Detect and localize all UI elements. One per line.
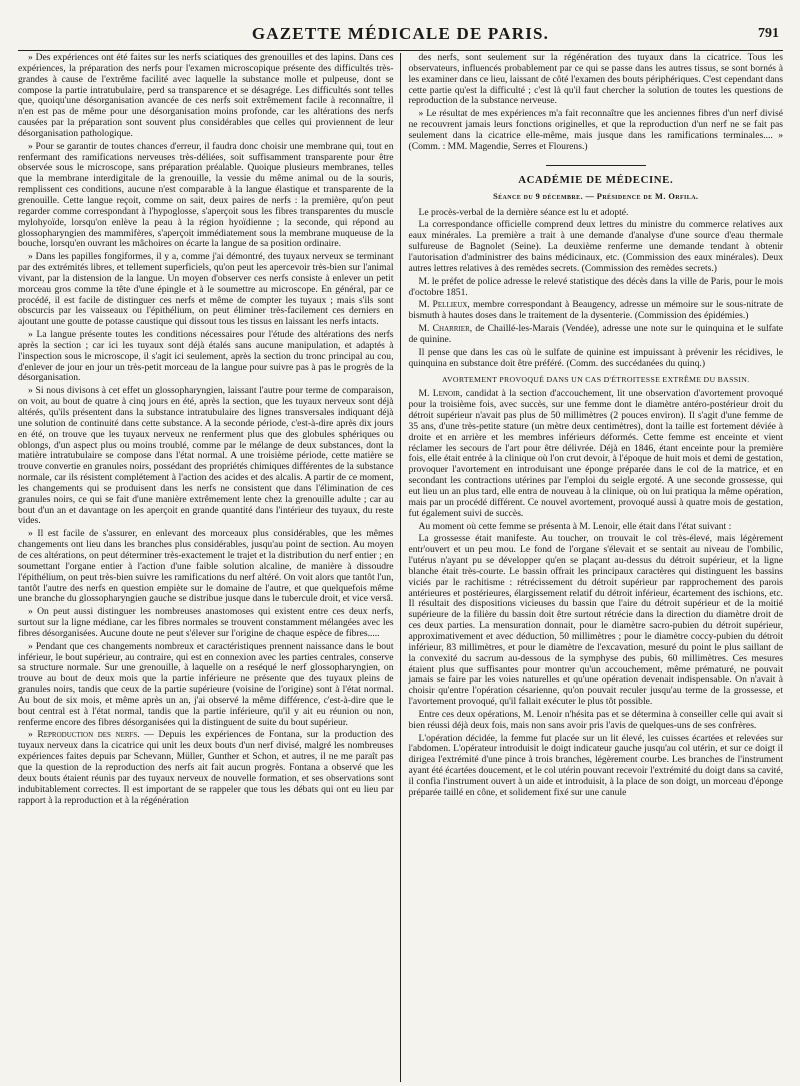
paragraph: » On peut aussi distinguer les nombreuses anastomoses qui existent entre ces deux nerfs, surtout sur la ligne médiane, car les fibres normales se trouvent constamment mélangées avec les fibres désorganisées. Aucune doute ne peut s'élever sur l'origine de chaque espèce de fibres.....	[18, 606, 394, 639]
paragraph: » Pendant que ces changements nombreux et caractéristiques prennent naissance dans le bout inférieur, le bout supérieur, au contraire, qui est en connexion avec les parties centrales, conserve sa structure normale. Sur une grenouille, à laquelle on a reséqué le nerf glossopharyngien, on trouve au bout de deux mois que la partie inférieure ne présente que des tuyaux pleins de granules noirs, tandis que ceux de la partie supérieure (voisine de l'origine) sont à l'état normal. Au bout de six mois, et même après un an, j'ai observé la même différence, c'est-à-dire que le bout central est à l'état normal, tandis que la partie inférieure, qu'il y ait eu réunion ou non, renferme encore des fibres désorganisées qui la distinguent de suite du bout supérieur.	[18, 640, 394, 728]
paragraph: » Pour se garantir de toutes chances d'erreur, il faudra donc choisir une membrane qui, tout en renfermant des ramifications nerveuses très-déliées, soit suffisamment transparente pour être observée sous le microscope, sans préparation préalable. Quoique plusieurs membranes, telles que la membrane interdigitale de la grenouille, la vessie du même animal ou de la souris, remplissent ces conditions, aucune n'est comparable à la langue élastique et transparente de la grenouille. Cette langue reçoit, comme on sait, deux paires de nerfs : la première, qu'on peut regarder comme correspondant à l'hypoglosse, s'aperçoit sous les fibres transparentes du muscle mylohyoïde, lorsqu'on enlève la peau à la région hyoïdienne ; la seconde, qui répond au glossopharyngien des mammifères, s'aperçoit immédiatement sous la membrane muqueuse de la bouche, lorsqu'en ouvrant les mâchoires on écarte la langue de sa position ordinaire.	[18, 140, 394, 250]
paragraph-text: de Chaillé-les-Marais (Vendée), adresse une note sur le quinquina et le sulfate de quinine.	[408, 323, 783, 345]
paragraph: Le procès-verbal de la dernière séance est lu et adopté.	[418, 206, 629, 218]
paragraph: Il pense que dans les cas où le sulfate de quinine est impuissant à prévenir les récidives, le quinquina en substance doit être préféré. (Comm. des succédanées du quinq.)	[408, 346, 783, 369]
paragraph: M. le préfet de police adresse le relevé statistique des décès dans la ville de Paris, pour le mois d'octobre 1851.	[408, 275, 783, 298]
paragraph-text: membre correspondant à Beaugency, adresse un mémoire sur le sous-nitrate de bismuth à hautes doses dans le traitement de la dysenterie. (Commission des épidémies.)	[408, 299, 783, 322]
page-header	[18, 0, 783, 51]
paragraph: » Le résultat de mes expériences m'a fait reconnaître que les anciennes fibres d'un nerf divisé ne recouvrent jamais leurs fonctions originelles, et que la reproduction d'un nerf ne se fait pas seulement dans la cicatrice elle-même, mais jusque dans les ramifications terminales.... » (Comm. : MM. Magendie, Serres et Flourens.)	[408, 108, 783, 152]
section-divider	[546, 165, 646, 166]
text-columns	[18, 53, 783, 1082]
speaker-name: M. Charrier,	[418, 323, 473, 335]
paragraph: Entre ces deux opérations, M. Lenoir n'hésita pas et se détermina à conseiller celle qui avait si bien réussi déjà deux fois, mais non sans avoir pris l'avis de quelques-uns de ses confrères.	[408, 708, 783, 731]
paragraph-text: — Depuis les expériences de Fontana, sur la production des tuyaux nerveux dans la cicatrice qui unit les deux bouts d'un nerf divisé, malgré les nombreuses expériences faites depuis par Schevann, Müller, Gunther et Schon, et autres, il ne me paraît pas que la question de la reproduction des nerfs ait fait aucun progrès. Fontana a observé que les deux bouts étaient réunis par des tuyaux nerveux de nouvelle formation, et ses observations sont indubitablement correctes. Il est important de se rappeler que tous les débats qui ont eu lieu par rapport à la reproduction et à la régénération	[18, 729, 394, 806]
paragraph: La correspondance officielle comprend deux lettres du ministre du commerce relatives aux eaux minérales. La première a trait à une demande d'analyse d'une source d'eau thermale sulfureuse de Bagnolet (Seine). La deuxième renferme une demande tendant à obtenir l'autorisation d'administrer des bains médicinaux, etc. (Commission des eaux minérales). Deux autres lettres relatives à des remèdes secrets. (Commission des remèdes secrets.)	[408, 219, 783, 274]
paragraph	[409, 324, 784, 346]
paragraph-text: candidat à la section d'accouchement, lit une observation d'avortement provoqué pour la troisième fois, avec succès, sur une femme dont le diamètre antéro-postérieur droit du détroit supérieur n'avait pas plus de 50 millimètres (2 pouces environ). Il s'agit d'une femme de 35 ans, d'une très-petite stature (un mètre deux centimètres), dont la taille est fortement déviée à droite et en arrière et les membres inférieurs déformés. Cette femme est enceinte et vient réclamer les secours de l'art pour être délivrée. Déjà en 1846, étant enceinte pour la première fois, elle était entrée à la clinique où l'on crut devoir, à l'époque de huit mois et demi de gestation, provoquer l'avortement en introduisant une éponge préparée dans le col de la matrice, et en secondant les contractions utérines par l'emploi du seigle ergoté. A une seconde grossesse, qui eut lieu un an plus tard, elle entra de nouveau à la clinique, où on lui pratiqua la même opération, mais par un procédé différent. Ce nouvel avortement, provoqué aussi à quatre mois de gestation, fut également suivi de succès.	[408, 388, 783, 519]
run-in-heading: » Reproduction des nerfs.	[28, 729, 140, 741]
paragraph: Au moment où cette femme se présenta à M. Lenoir, elle était dans l'état suivant :	[418, 520, 732, 532]
paragraph: La grossesse était manifeste. Au toucher, on trouvait le col très-élevé, mais légèrement entr'ouvert et un peu mou. Le fond de l'organe s'élevait et se sentait au niveau de l'ombilic, l'utérus n'ayant pu se développer qu'en se plaçant au-dessus du détroit supérieur, et la ligne blanche était très-courte. Le bassin offrait les principaux caractères qui distinguent les bassins viciés par le rachitisme : rétrécissement du détroit supérieur par rapprochement des parois antérieures et postérieures, élargissement relatif du détroit inférieur, écartement des ischions, etc. Il résultait des dispositions vicieuses du bassin que l'aire du détroit supérieur et de la moitié supérieure de la filière du bassin doit être surtout rétrécie dans la direction du diamètre droit de ces deux parties. La mensuration donnait, pour le diamètre sacro-pubien du détroit supérieur, approximativement et avec déduction, 50 millimètres ; pour le diamètre coccy-pubien du détroit inférieur, 83 millimètres, et pour le diamètre de l'excavation, mesuré du point le plus saillant de la convexité du sacrum au-dessous de la symphyse des pubis, 60 millimètres. Ces mesures étaient plus que suffisantes pour montrer qu'un accouchement, même prématuré, ne pouvait jamais se faire par les voies naturelles et qu'une opération devenait indispensable. On n'avait à choisir qu'entre l'opération césarienne, qu'on pouvait reculer jusqu'au terme de la grossesse, et l'avortement provoqué, qu'il fallait exécuter le plus tôt possible.	[408, 533, 783, 708]
paragraph: » Dans les papilles fongiformes, il y a, comme j'ai démontré, des tuyaux nerveux se terminant par des extrémités libres, et tellement superficiels, qu'on peut les apercevoir très-bien sur l'animal vivant, par la distension de la langue. Un moyen d'observer ces nerfs consiste à enlever un petit morceau gros comme la tête d'une épingle et à le soumettre au microscope. En général, par ce procédé, il est facile de distinguer ces nerfs et même de compter les tuyaux ; mais s'ils sont obscurcis par les vaisseaux ou l'épithélium, on peut éliminer très-facilement ces derniers en ajoutant une goutte de potasse caustique qui dissout tous les tissus en laissant les nerfs intacts.	[18, 251, 394, 328]
paragraph: » Il est facile de s'assurer, en enlevant des morceaux plus considérables, que les mêmes changements ont lieu dans les branches plus considérables, jusqu'au point de section. Au moyen de ces altérations, on peut déterminer très-exactement le trajet et la distribution du nerf entier ; en soumettant l'organe entier à l'action d'une faible solution alcaline, de manière à dissoudre l'épithélium, on peut très-bien suivre les ramifications du nerf altéré. On voit alors que tantôt l'un, tantôt l'autre des nerfs en question empiète sur le domaine de l'autre, et que quelquefois même une branche du glossopharyngien gauche se distribue jusque dans le tubercule droit, et vice versâ.	[18, 528, 394, 605]
section-title: ACADÉMIE DE MÉDECINE.	[518, 173, 674, 186]
paragraph: » La langue présente toutes les conditions nécessaires pour l'étude des altérations des nerfs après la section ; car ici les tuyaux sont déjà étalés sans aucune manipulation, et adaptés à l'inspection sous le microscope, il s'agit ici seulement, après la section du tronc principal au cou, d'enlever de jour en jour un très-petit morceau de la langue pour suivre pas à pas le progrès de la désorganisation.	[18, 329, 394, 384]
paragraph	[409, 389, 784, 519]
article-subheading: AVORTEMENT PROVOQUÉ DANS UN CAS D'ÉTROITESSE EXTRÊME DU BASSIN.	[442, 375, 750, 385]
speaker-name: M. Lenoir,	[418, 388, 463, 400]
paragraph: » Des expériences ont été faites sur les nerfs sciatiques des grenouilles et des lapins. Dans ces expériences, la préparation des nerfs pour l'examen microscopique présente des difficultés très-grandes à cause de l'extrême facilité avec laquelle la substance molle et pulpeuse, dont se compose la partie intratubulaire, perd sa transparence et se désagrége. Les difficultés sont telles que, quoiqu'une désorganisation avancée de ces nerfs soit extrêmement facile à reconnaître, il n'en est pas de même pour une désorganisation moins profonde, car les altérations des nerfs causées par la préparation sont souvent plus considérables que celles qui proviennent de leur désorganisation pathologique.	[18, 53, 394, 139]
left-column	[18, 53, 401, 1082]
paragraph: » Si nous divisons à cet effet un glossopharyngien, laissant l'autre pour terme de comparaison, on voit, au bout de quatre à cinq jours en été, après la section, que les tuyaux nerveux sont déjà altérés, qu'ils présentent dans la substance intratubulaire des lignes transversales indiquant déjà une solution de continuité dans cette substance. A la seconde période, c'est-à-dire après dix jours en été, on trouve que les tuyaux nerveux ne renferment plus que des globules sphériques ou oblongs, d'un aspect plus ou moins troublé, comme par le mélange de deux substances, dont la matière intratubulaire se compose dans l'état normal. A une troisième période, cette matière se trouve convertie en granules noirs, possédant des propriétés chimiques différentes de la substance normale, car ils résistent complétement à l'action des acides et des alcalis. A partir de ce moment, les changements qui se produisent dans les nerfs ne consistent que dans l'élimination de ces granules noirs, ce qui se fait d'une manière extrêmement lente chez la grenouille adulte ; car au bout d'un an et davantage on les aperçoit en grande quantité dans l'intérieur des tuyaux, du reste vides.	[18, 385, 394, 527]
right-column	[401, 53, 784, 1082]
paragraph	[409, 300, 784, 322]
paragraph	[18, 730, 394, 806]
journal-title: GAZETTE MÉDICALE DE PARIS.	[251, 24, 550, 43]
paragraph: des nerfs, sont seulement sur la régénération des tuyaux dans la cicatrice. Tous les observateurs, influencés probablement par ce qui se passe dans les autres tissus, se sont bornés à les examiner dans ce lieu, laissant de côté l'examen des bouts périphériques. C'est cependant dans cette partie qu'est la difficulté ; c'est là qu'il faut chercher la solution de toutes les questions de reproduction de la substance nerveuse.	[408, 53, 783, 107]
paragraph: L'opération décidée, la femme fut placée sur un lit élevé, les cuisses écartées et relevées sur l'abdomen. L'opérateur introduisit le doigt indicateur gauche jusqu'au col utérin, et sur ce doigt il dirigea l'extrémité d'une pince à trois branches, légèrement courbe. Les branches de l'instrument ayant été écartées doucement, et le col utérin pouvant recevoir l'extrémité du doigt dans sa cavité, il confia l'instrument ouvert à un aide et introduisit, à la place de son doigt, un morceau d'éponge préparée taillé en cône, et solidement fixé sur une canule	[408, 732, 783, 798]
speaker-name: M. Pellieux,	[418, 299, 470, 311]
session-heading: Séance du 9 décembre. — Présidence de M. Orfila.	[493, 191, 699, 201]
page-number: 791	[758, 26, 779, 41]
